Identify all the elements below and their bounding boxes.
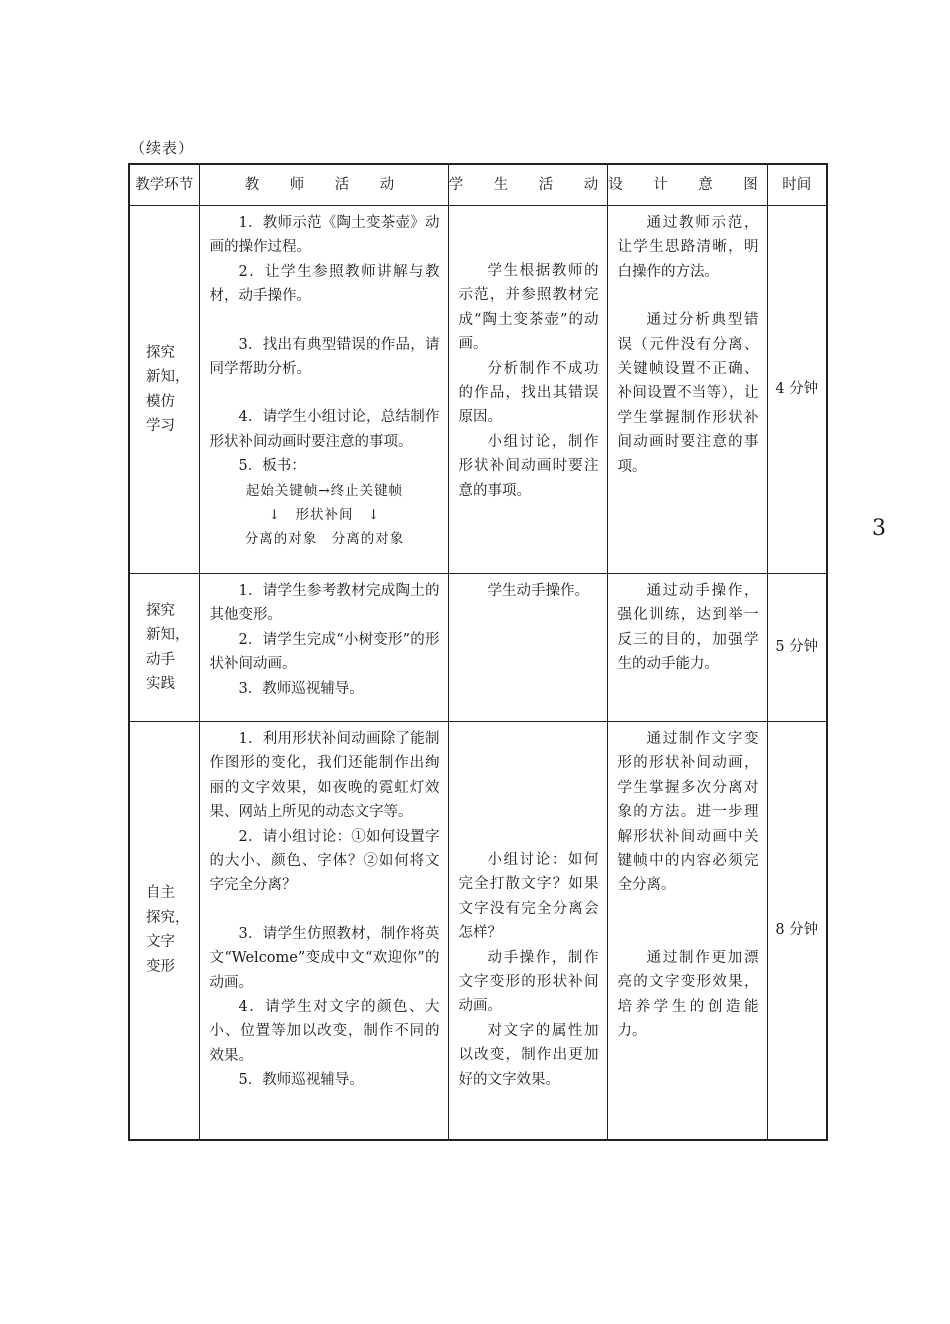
stage-line: 新知，: [146, 369, 190, 386]
table-row: [129, 722, 827, 1140]
time-cell: 4 分钟: [767, 206, 827, 574]
table-row: [129, 206, 827, 574]
header-teacher: 教 师 活 动: [199, 164, 448, 206]
teacher-item: 5．教师巡视辅导。: [238, 1072, 364, 1089]
design-item: 通过分析典型错误（元件没有分离、关键帧设置不正确、补间设置不当等），让学生掌握制作形状补间动画时要注意的事项。: [617, 312, 759, 475]
board-line: ↓ 形状补间 ↓: [268, 507, 381, 524]
header-time: 时间: [767, 164, 827, 206]
stage-line: 实践: [146, 675, 175, 692]
student-item: 对文字的属性加以改变，制作出更加好的文字效果。: [458, 1022, 599, 1088]
table-header-row: [129, 164, 827, 206]
student-item: 小组讨论：如何完全打散文字？如果文字没有完全分离会怎样？: [458, 852, 599, 942]
stage-cell: [129, 206, 199, 574]
teacher-item: 2．请学生完成“小树变形”的形状补间动画。: [209, 631, 440, 673]
teacher-item: 3．教师巡视辅导。: [238, 680, 364, 697]
student-cell: [448, 574, 607, 722]
header-design: 设 计 意 图: [607, 164, 767, 206]
teacher-item: 4．请学生对文字的颜色、大小、位置等加以改变，制作不同的效果。: [209, 999, 440, 1064]
header-stage: 教学环节: [129, 164, 199, 206]
stage-line: 学习: [146, 417, 175, 434]
time-cell: 8 分钟: [767, 722, 827, 1140]
stage-line: 探究: [146, 344, 175, 361]
design-item: 通过制作文字变形的形状补间动画，学生掌握多次分离对象的方法。进一步理解形状补间动画中关键帧中的内容必须完全分离。: [617, 731, 759, 894]
design-cell: [607, 722, 767, 1140]
teacher-item: 1．教师示范《陶土变茶壶》动画的操作过程。: [209, 215, 440, 256]
student-item: 学生根据教师的示范，并参照教材完成“陶土变茶壶”的动画。: [458, 263, 599, 353]
design-cell: [607, 574, 767, 722]
lesson-table: [128, 163, 828, 1141]
teacher-item: 4．请学生小组讨论，总结制作形状补间动画时要注意的事项。: [209, 409, 440, 450]
teacher-item: 5．板书：: [238, 458, 306, 475]
teacher-item: 1．请学生参考教材完成陶土的其他变形。: [209, 583, 440, 624]
student-item: 学生动手操作。: [487, 583, 589, 599]
student-cell: [448, 206, 607, 574]
header-student: 学 生 活 动: [448, 164, 607, 206]
teacher-item: 2．让学生参照教师讲解与教材，动手操作。: [209, 263, 440, 305]
design-cell: [607, 206, 767, 574]
stage-line: 文字: [146, 934, 175, 951]
stage-line: 变形: [146, 958, 175, 975]
board-line: 分离的对象 分离的对象: [244, 531, 405, 548]
table-caption: （续表）: [130, 139, 195, 157]
student-item: 分析制作不成功的作品，找出其错误原因。: [458, 360, 599, 426]
student-item: 动手操作，制作文字变形的形状补间动画。: [458, 949, 599, 1015]
stage-line: 自主: [146, 885, 175, 902]
stage-cell: [129, 722, 199, 1140]
teacher-item: 3．请学生仿照教材，制作将英文“Welcome”变成中文“欢迎你”的动画。: [209, 925, 440, 991]
stage-cell: [129, 574, 199, 722]
teacher-cell: [199, 574, 448, 722]
teacher-cell: [199, 722, 448, 1140]
teacher-item: 1．利用形状补间动画除了能制作图形的变化，我们还能制作出绚丽的文字效果，如夜晚的霓虹灯效果、网站上所见的动态文字等。: [209, 731, 440, 821]
design-item: 通过动手操作，强化训练，达到举一反三的目的，加强学生的动手能力。: [617, 583, 759, 673]
time-cell: 5 分钟: [767, 574, 827, 722]
page-number: 3: [872, 516, 886, 541]
teacher-item: 3．找出有典型错误的作品，请同学帮助分析。: [209, 336, 440, 378]
teacher-cell: [199, 206, 448, 574]
stage-line: 探究，: [146, 909, 190, 926]
board-line: 起始关键帧→终止关键帧: [245, 482, 404, 499]
student-item: 小组讨论，制作形状补间动画时要注意的事项。: [458, 433, 599, 499]
teacher-item: 2．请小组讨论：①如何设置字的大小、颜色、字体？②如何将文字完全分离？: [209, 828, 440, 894]
design-item: 通过制作更加漂亮的文字变形效果，培养学生的创造能力。: [617, 949, 759, 1040]
stage-line: 模仿: [146, 393, 175, 410]
stage-line: 新知，: [146, 627, 190, 644]
student-cell: [448, 722, 607, 1140]
stage-line: 探究: [146, 602, 175, 619]
table-row: [129, 574, 827, 722]
design-item: 通过教师示范，让学生思路清晰，明白操作的方法。: [617, 215, 759, 280]
stage-line: 动手: [146, 651, 175, 668]
